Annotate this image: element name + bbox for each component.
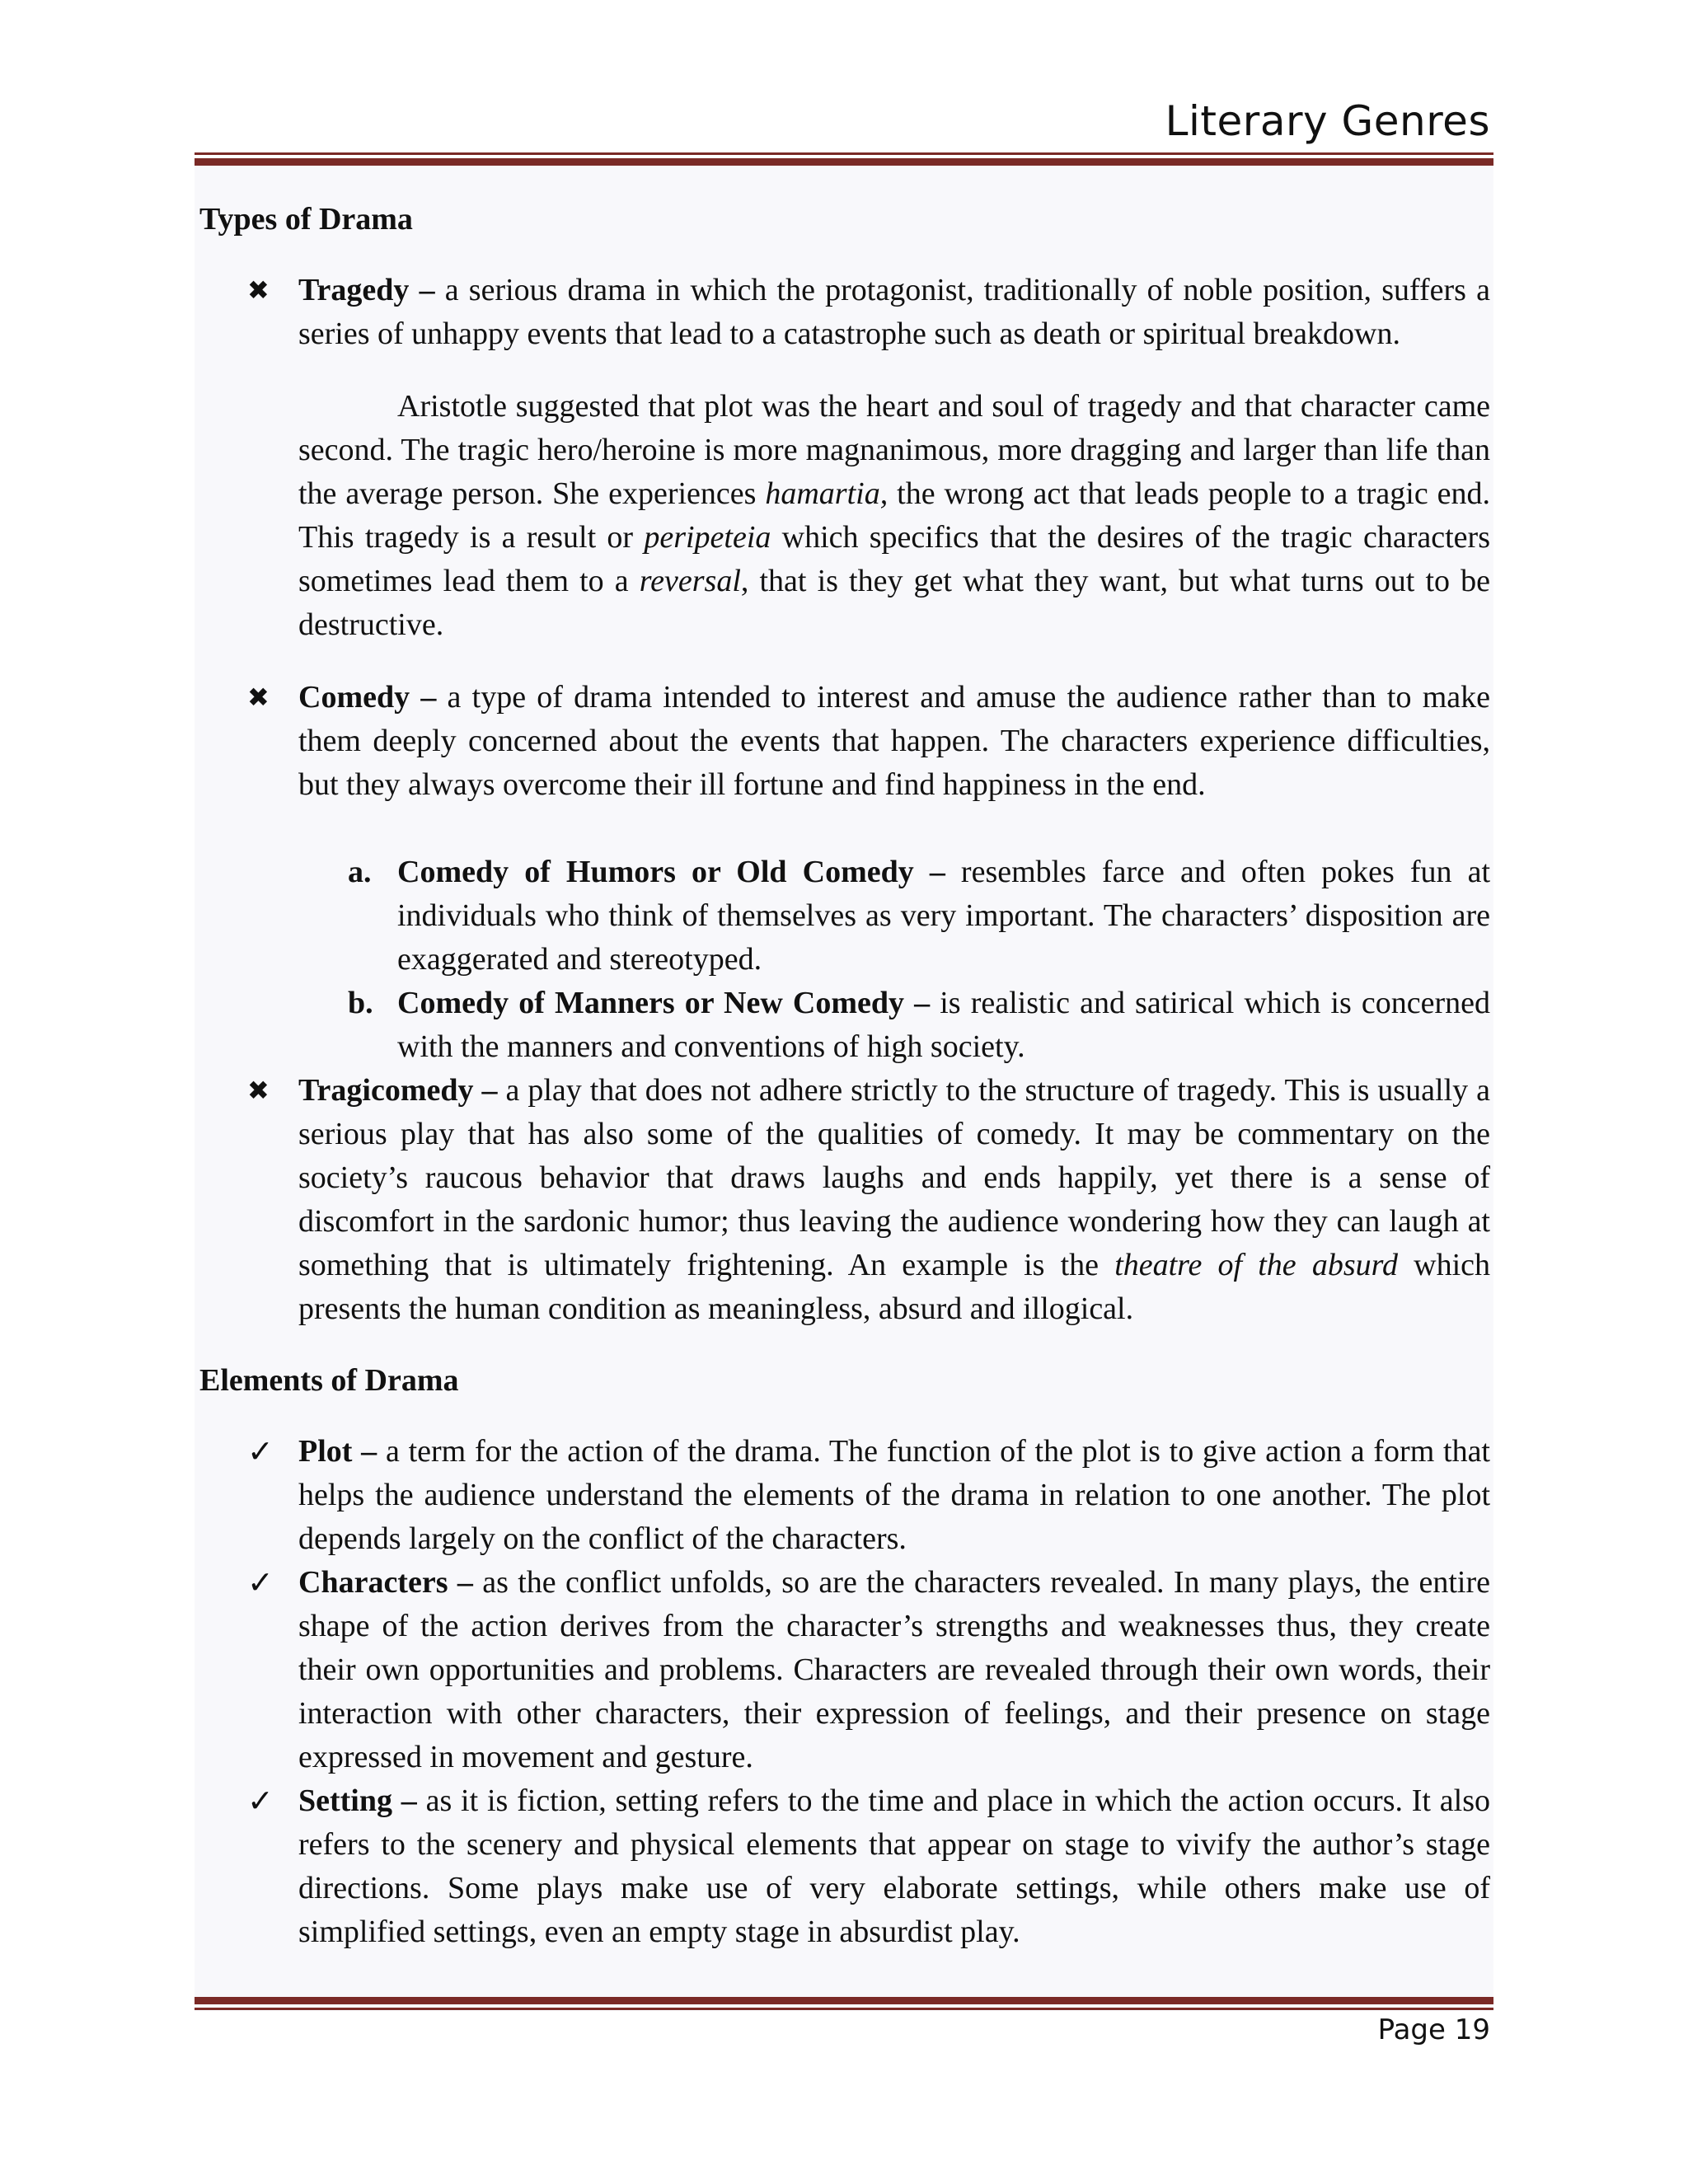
section-heading-types: Types of Drama: [199, 202, 413, 237]
sub-item-old-comedy: [199, 851, 1490, 982]
definition-setting: as it is fiction, setting refers to the time and place in which the action occurs. It also refers to the scenery and physical elements that appear on stage to vivify the author’s stage directions. Some plays make use of very elaborate settings, while others make use of simplified settings, even an empty stage in absurdist play.: [298, 1783, 1490, 1949]
definition-old-comedy: resembles farce and often pokes fun at individuals who think of themselves as very important. The characters’ disposition are exaggerated and stereotyped.: [397, 855, 1490, 977]
check-icon: ✓: [247, 1564, 274, 1601]
term-new-comedy: Comedy of Manners or New Comedy –: [397, 986, 931, 1020]
x-mark-icon: ✖: [247, 682, 270, 713]
term-characters: Characters –: [298, 1565, 473, 1600]
paragraph-text: , that is they get what they want, but what turns out to be destructive.: [298, 564, 1490, 642]
page-number: Page 19: [1377, 2013, 1490, 2046]
term-setting: Setting –: [298, 1783, 417, 1818]
term-peripeteia: peripeteia: [644, 520, 771, 555]
sub-item-new-comedy: [199, 982, 1490, 1069]
term-old-comedy: Comedy of Humors or Old Comedy –: [397, 855, 945, 889]
list-item-characters: [199, 1561, 1490, 1779]
definition-comedy: a type of drama intended to interest and amuse the audience rather than to make them deeply concerned about the events that happen. The characters experience difficulties, but they always overcome their ill fortune and find happiness in the end.: [298, 680, 1490, 802]
check-icon: ✓: [247, 1783, 274, 1819]
page-content: [199, 198, 1490, 1954]
definition-tragedy: a serious drama in which the protagonist, traditionally of noble position, suffers a series of unhappy events that lead to a catastrophe such as death or spiritual breakdown.: [298, 273, 1490, 351]
term-hamartia: hamartia,: [765, 476, 889, 511]
term-reversal: reversal: [639, 564, 741, 598]
term-tragedy: Tragedy –: [298, 273, 435, 307]
list-item-tragicomedy: [199, 1069, 1490, 1331]
definition-new-comedy: is realistic and satirical which is concerned with the manners and conventions of high society.: [397, 986, 1491, 1064]
check-icon: ✓: [247, 1433, 274, 1469]
term-theatre-absurd: theatre of the absurd: [1114, 1248, 1398, 1282]
x-mark-icon: ✖: [247, 274, 270, 306]
definition-plot: a term for the action of the drama. The function of the plot is to give action a form that helps the audience understand the elements of the drama in relation to one another. The plot depends largely on the conflict of the characters.: [298, 1434, 1490, 1556]
paragraph-text: the wrong act that leads people to a tragic end. This tragedy is a result or: [298, 476, 1491, 555]
term-tragicomedy: Tragicomedy –: [298, 1073, 498, 1108]
list-item-plot: [199, 1430, 1490, 1561]
list-item-comedy: [199, 676, 1490, 807]
sub-item-letter: b.: [348, 986, 373, 1020]
paragraph-aristotle: [199, 385, 1490, 647]
list-item-tragedy: [199, 269, 1490, 356]
sub-item-letter: a.: [348, 855, 372, 889]
footer-rule: [195, 1997, 1493, 2010]
header-rule: [195, 152, 1493, 166]
definition-tragicomedy: a play that does not adhere strictly to the structure of tragedy. This is usually a serious play that has also some of the qualities of comedy. It may be commentary on the society’s raucous behavior that draws laughs and ends happily, yet there is a sense of discomfort in the sardonic humor; thus leaving the audience wondering how they can laugh at something that is ultimately frightening. An example is the: [298, 1073, 1490, 1282]
term-comedy: Comedy –: [298, 680, 437, 715]
definition-characters: as the conflict unfolds, so are the characters revealed. In many plays, the entire shape of the action derives from the character’s strengths and weaknesses thus, they create their own opportunities and problems. Characters are revealed through their own words, their interaction with other characters, their expression of feelings, and their presence on stage expressed in movement and gesture.: [298, 1565, 1490, 1774]
x-mark-icon: ✖: [247, 1075, 270, 1106]
header-title: Literary Genres: [1165, 97, 1490, 145]
section-heading-elements: Elements of Drama: [199, 1363, 459, 1398]
definition-tragicomedy-end: which presents the human condition as meaningless, absurd and illogical.: [298, 1248, 1490, 1326]
list-item-setting: [199, 1779, 1490, 1954]
term-plot: Plot –: [298, 1434, 377, 1469]
paragraph-text: which specifics that the desires of the tragic characters sometimes lead them to a: [298, 520, 1490, 598]
paragraph-text: Aristotle suggested that plot was the heart and soul of tragedy and that character came second. The tragic hero/heroine is more magnanimous, more dragging and larger than life than the average person. She experiences: [298, 389, 1490, 511]
